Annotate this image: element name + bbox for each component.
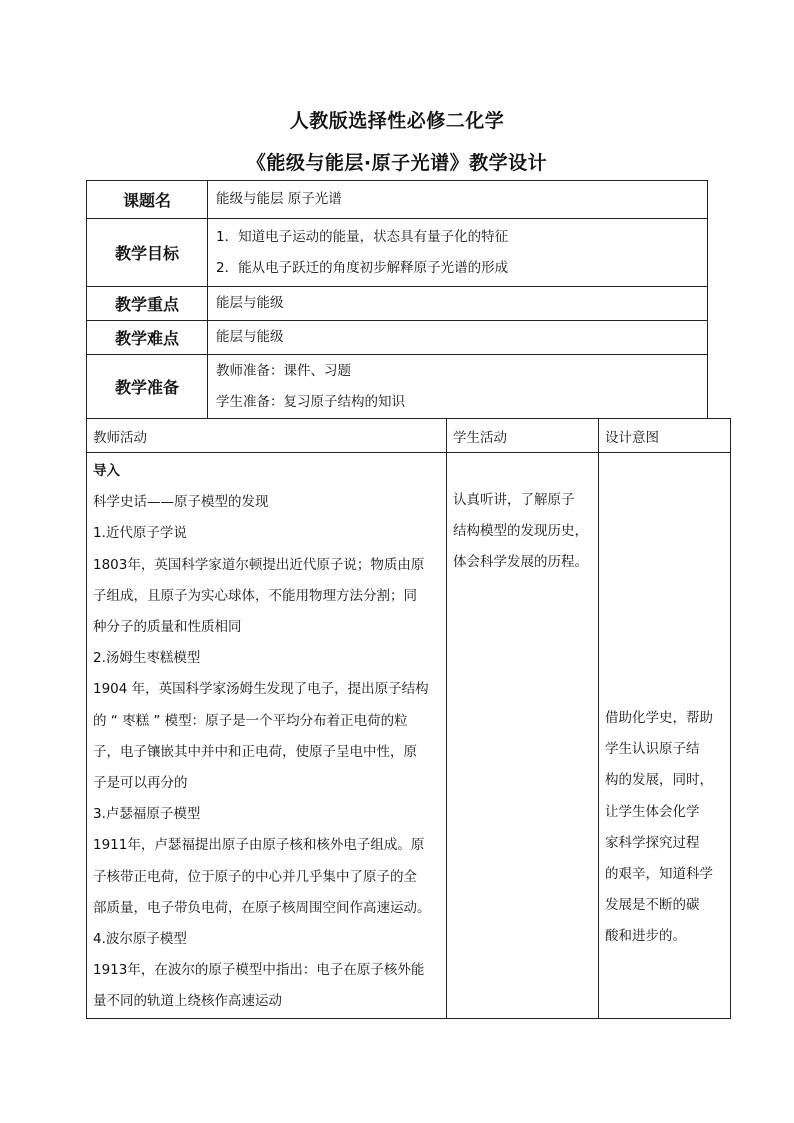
paragraph-line: 4.波尔原子模型: [93, 931, 187, 948]
info-row-preparation: [87, 355, 708, 419]
info-value: 1．知道电子运动的能量，状态具有量子化的特征: [216, 228, 509, 245]
paragraph-line: 量不同的轨道上绕核作高速运动: [93, 993, 282, 1010]
paragraph-line: 让学生体会化学: [605, 803, 700, 820]
paragraph-line: 1904 年，英国科学家汤姆生发现了电子，提出原子结构: [93, 681, 429, 698]
document-title: 人教版选择性必修二化学: [289, 110, 505, 132]
column-header-student: 学生活动: [447, 419, 599, 453]
paragraph-line: 子是可以再分的: [93, 775, 188, 792]
design-intent-cell: [599, 453, 731, 1019]
paragraph-line: 1911年，卢瑟福提出原子由原子核和核外电子组成。原: [93, 837, 425, 854]
paragraph-line: 借助化学史，帮助: [605, 710, 713, 726]
section-heading: 导入: [93, 463, 120, 479]
activity-body-row: [87, 453, 731, 1019]
paragraph-line: 子核带正电荷，位于原子的中心并几乎集中了原子的全: [93, 868, 417, 885]
paragraph-line: 子，电子镶嵌其中并中和正电荷，使原子呈电中性，原: [93, 743, 417, 760]
info-value: 能层与能级: [216, 329, 284, 345]
info-label: 教学目标: [87, 219, 208, 287]
info-value: 学生准备：复习原子结构的知识: [216, 393, 405, 410]
column-header-intent: 设计意图: [599, 419, 731, 453]
paragraph-line: 2.汤姆生枣糕模型: [93, 650, 201, 667]
info-label: 课题名: [87, 181, 208, 219]
paragraph-line: 1913年，在波尔的原子模型中指出：电子在原子核外能: [93, 962, 425, 979]
info-value: 2．能从电子跃迁的角度初步解释原子光谱的形成: [216, 259, 509, 276]
paragraph-line: 种分子的质量和性质相同: [93, 619, 242, 636]
info-row-topic: [87, 181, 708, 219]
paragraph-line: 构的发展，同时，: [605, 772, 713, 789]
paragraph-line: 酸和进步的。: [605, 928, 686, 945]
info-row-difficulty: [87, 321, 708, 355]
info-value: 能级与能层 原子光谱: [216, 191, 342, 207]
info-label: 教学重点: [87, 287, 208, 321]
paragraph-line: 1.近代原子学说: [93, 525, 187, 542]
paragraph-line: 部质量，电子带负电荷，在原子核周围空间作高速运动。: [93, 899, 431, 916]
info-row-goals: [87, 219, 708, 287]
paragraph-line: 体会科学发展的历程。: [453, 554, 588, 571]
paragraph-line: 发展是不断的碳: [605, 897, 700, 914]
student-activity-cell: [447, 453, 599, 1019]
paragraph-line: 学生认识原子结: [605, 741, 700, 758]
paragraph-line: 3.卢瑟福原子模型: [93, 806, 201, 823]
info-row-key-point: [87, 287, 708, 321]
paragraph-line: 科学史话——原子模型的发现: [93, 494, 269, 511]
lesson-info-table: [86, 180, 708, 419]
activity-header-row: [87, 419, 731, 453]
paragraph-line: 的艰辛，知道科学: [605, 866, 713, 883]
paragraph-line: 1803年，英国科学家道尔顿提出近代原子说；物质由原: [93, 556, 425, 573]
info-value: 能层与能级: [216, 295, 284, 311]
paragraph-line: 子组成，且原子为实心球体，不能用物理方法分割；同: [93, 587, 417, 604]
info-label: 教学准备: [87, 355, 208, 419]
teacher-activity-cell: [87, 453, 447, 1019]
activity-table: [86, 418, 731, 1019]
column-header-teacher: 教师活动: [87, 419, 447, 453]
paragraph-line: 认真听讲，了解原子: [453, 492, 575, 508]
paragraph-line: 家科学探究过程: [605, 834, 700, 851]
paragraph-line: 的 “ 枣糕 ” 模型：原子是一个平均分布着正电荷的粒: [93, 712, 408, 729]
document-subtitle: 《能级与能层·原子光谱》教学设计: [246, 152, 548, 174]
paragraph-line: 结构模型的发现历史，: [453, 523, 588, 540]
info-label: 教学难点: [87, 321, 208, 355]
info-value: 教师准备：课件、习题: [216, 362, 351, 379]
